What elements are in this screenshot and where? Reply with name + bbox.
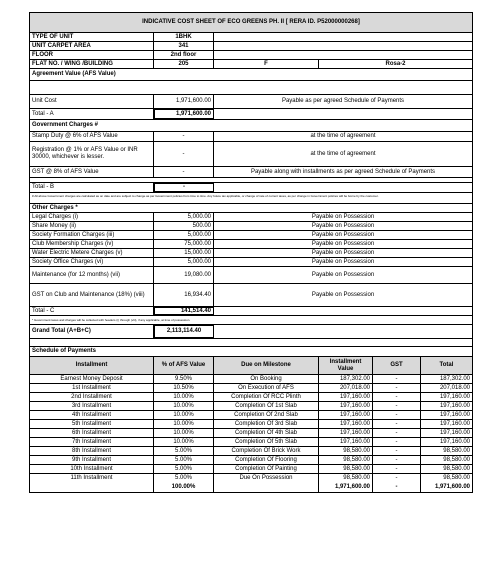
installment-pct: 10.00% bbox=[154, 429, 214, 437]
other-label: Society Office Charges (vi) bbox=[30, 258, 154, 266]
other-label: Club Membership Charges (iv) bbox=[30, 240, 154, 248]
totals-total: 1,971,600.00 bbox=[434, 484, 470, 490]
installment-name: 1st Installment bbox=[30, 384, 154, 392]
grand-total-label: Grand Total (A+B+C) bbox=[30, 325, 154, 338]
installment-name: 7th Installment bbox=[30, 438, 154, 446]
gov-note: at the time of agreement bbox=[310, 150, 376, 157]
other-row bbox=[30, 222, 472, 231]
table-row bbox=[30, 411, 472, 420]
building-value: Rosa-2 bbox=[385, 60, 406, 67]
installment-amount: 187,302.00 bbox=[319, 375, 373, 383]
installment-pct: 5.00% bbox=[154, 474, 214, 483]
other-value: 75,000.00 bbox=[154, 240, 214, 248]
installment-pct: 5.00% bbox=[154, 456, 214, 464]
installment-gst: - bbox=[373, 465, 421, 473]
col-milestone: Due on Milestone bbox=[214, 357, 319, 374]
installment-total: 197,160.00 bbox=[439, 429, 470, 436]
installment-gst: - bbox=[373, 429, 421, 437]
agreement-heading-row bbox=[30, 69, 472, 81]
col-gst: GST bbox=[373, 357, 421, 374]
schedule-heading-row bbox=[30, 347, 472, 357]
floor-value: 2nd floor bbox=[154, 51, 214, 59]
total-a-row bbox=[30, 109, 472, 120]
installment-gst: - bbox=[373, 456, 421, 464]
other-row bbox=[30, 267, 472, 284]
table-row bbox=[30, 393, 472, 402]
flat-label: FLAT NO. / WING /BUILDING bbox=[30, 60, 154, 68]
other-row bbox=[30, 284, 472, 307]
installment-amount: 197,160.00 bbox=[319, 393, 373, 401]
col-pct: % of AFS Value bbox=[154, 357, 214, 374]
installment-name: 9th Installment bbox=[30, 456, 154, 464]
installment-amount: 98,580.00 bbox=[319, 447, 373, 455]
carpet-area-value: 341 bbox=[154, 42, 214, 50]
gov-value: - bbox=[154, 142, 214, 166]
installment-milestone: Completion Of Painting bbox=[214, 465, 319, 473]
installment-milestone: Completion Of 3rd Slab bbox=[214, 420, 319, 428]
gov-label: GST @ 8% of AFS Value bbox=[30, 167, 154, 177]
gov-row bbox=[30, 167, 472, 178]
other-note: Payable on Possession bbox=[311, 231, 375, 238]
installment-total: 98,580.00 bbox=[443, 465, 470, 472]
col-total: Total bbox=[439, 362, 454, 368]
installment-pct: 9.50% bbox=[154, 375, 214, 383]
installment-gst: - bbox=[373, 447, 421, 455]
grand-total-row bbox=[30, 325, 472, 339]
installment-milestone: On Booking bbox=[214, 375, 319, 383]
other-label: Legal Charges (i) bbox=[30, 213, 154, 221]
carpet-area-row bbox=[30, 42, 472, 51]
gov-footnote: # All above Government charges are calculated as on date and are subject to change as per Government policies from time to time. Any future tax applicable, or change of rate of current taxes, as per change in Government policies will be borne by the customer. bbox=[32, 194, 379, 198]
table-row bbox=[30, 420, 472, 429]
installment-milestone: Due On Possession bbox=[214, 474, 319, 483]
other-footnote-row bbox=[30, 316, 472, 325]
installment-milestone: Completion Of RCC Plinth bbox=[214, 393, 319, 401]
gov-label: Registration @ 1% or AFS Value or INR 30000, whichever is lesser. bbox=[30, 142, 154, 166]
installment-gst: - bbox=[373, 420, 421, 428]
other-note: Payable on Possession bbox=[311, 249, 375, 256]
gov-row bbox=[30, 142, 472, 167]
installment-milestone: On Execution of AFS bbox=[214, 384, 319, 392]
flat-row bbox=[30, 60, 472, 69]
other-row bbox=[30, 258, 472, 267]
installment-amount: 207,018.00 bbox=[319, 384, 373, 392]
other-value: 5,000.00 bbox=[154, 231, 214, 239]
installment-name: 6th Installment bbox=[30, 429, 154, 437]
government-heading-row bbox=[30, 120, 472, 132]
installment-milestone: Completion Of Brick Work bbox=[214, 447, 319, 455]
cost-sheet bbox=[29, 12, 473, 493]
totals-pct: 100.00% bbox=[154, 483, 214, 492]
installment-total: 98,580.00 bbox=[443, 447, 470, 454]
installment-pct: 10.50% bbox=[154, 384, 214, 392]
other-note: Payable on Possession bbox=[311, 291, 375, 298]
installment-total: 197,160.00 bbox=[439, 402, 470, 409]
other-note: Payable on Possession bbox=[311, 240, 375, 247]
other-value: 5,000.00 bbox=[154, 213, 214, 221]
totals-gst: - bbox=[373, 483, 421, 492]
government-heading: Government Charges # bbox=[32, 122, 99, 128]
totals-amount: 1,971,600.00 bbox=[319, 483, 373, 492]
installment-total: 197,160.00 bbox=[439, 411, 470, 418]
installment-amount: 197,160.00 bbox=[319, 411, 373, 419]
installment-total: 197,160.00 bbox=[439, 438, 470, 445]
installment-gst: - bbox=[373, 402, 421, 410]
gov-note: Payable along with installments as per agreed Schedule of Payments bbox=[250, 168, 436, 175]
installment-gst: - bbox=[373, 384, 421, 392]
installment-total: 98,580.00 bbox=[443, 475, 470, 481]
total-b-label: Total - B bbox=[30, 183, 154, 192]
carpet-area-label: UNIT CARPET AREA bbox=[30, 42, 154, 50]
installment-amount: 98,580.00 bbox=[319, 474, 373, 483]
installment-gst: - bbox=[373, 474, 421, 483]
table-row bbox=[30, 456, 472, 465]
other-row bbox=[30, 249, 472, 258]
installment-milestone: Completion Of 5th Slab bbox=[214, 438, 319, 446]
other-row bbox=[30, 231, 472, 240]
installment-name: 2nd Installment bbox=[30, 393, 154, 401]
table-row bbox=[30, 465, 472, 474]
installment-total: 98,580.00 bbox=[443, 456, 470, 463]
other-value: 5,000.00 bbox=[154, 258, 214, 266]
other-row bbox=[30, 240, 472, 249]
total-c-row bbox=[30, 307, 472, 316]
installment-pct: 10.00% bbox=[154, 411, 214, 419]
other-label: GST on Club and Maintenance (18%) (viii) bbox=[30, 284, 154, 306]
title-row bbox=[30, 13, 472, 33]
unit-cost-value: 1,971,600.00 bbox=[154, 95, 214, 108]
total-c-label: Total - C bbox=[30, 307, 154, 315]
other-value: 15,000.00 bbox=[154, 249, 214, 257]
installment-total: 207,018.00 bbox=[439, 384, 470, 391]
installment-milestone: Completion Of 1st Slab bbox=[214, 402, 319, 410]
agreement-heading: Agreement Value (AFS Value) bbox=[32, 71, 116, 77]
installment-total: 197,160.00 bbox=[439, 393, 470, 400]
installment-name: Earnest Money Deposit bbox=[30, 375, 154, 383]
installment-name: 4th Installment bbox=[30, 411, 154, 419]
unit-type-label: TYPE OF UNIT bbox=[30, 33, 154, 41]
other-row bbox=[30, 213, 472, 222]
page-title: INDICATIVE COST SHEET OF ECO GREENS PH. II [ RERA ID. P52000000268] bbox=[142, 19, 360, 25]
installment-total: 187,302.00 bbox=[439, 375, 470, 382]
total-c-value: 141,514.40 bbox=[154, 307, 214, 315]
installment-milestone: Completion Of 4th Slab bbox=[214, 429, 319, 437]
installment-name: 3rd Installment bbox=[30, 402, 154, 410]
other-value: 19,080.00 bbox=[154, 267, 214, 283]
other-note: Payable on Possession bbox=[311, 213, 375, 220]
installment-pct: 10.00% bbox=[154, 438, 214, 446]
col-installment: Installment bbox=[30, 357, 154, 374]
other-note: Payable on Possession bbox=[311, 271, 375, 278]
installment-gst: - bbox=[373, 438, 421, 446]
total-a-label: Total - A bbox=[30, 109, 154, 119]
table-row bbox=[30, 438, 472, 447]
unit-cost-row bbox=[30, 95, 472, 109]
installment-milestone: Completion Of Flooring bbox=[214, 456, 319, 464]
installment-gst: - bbox=[373, 375, 421, 383]
gov-value: - bbox=[154, 132, 214, 141]
installment-amount: 197,160.00 bbox=[319, 420, 373, 428]
table-row bbox=[30, 447, 472, 456]
gov-note: at the time of agreement bbox=[310, 133, 376, 139]
gov-row bbox=[30, 132, 472, 142]
installment-gst: - bbox=[373, 393, 421, 401]
other-value: 16,934.40 bbox=[154, 284, 214, 306]
installment-amount: 197,160.00 bbox=[319, 429, 373, 437]
other-label: Society Formation Charges (iii) bbox=[30, 231, 154, 239]
other-value: 500.00 bbox=[154, 222, 214, 230]
total-b-row bbox=[30, 183, 472, 193]
other-label: Share Money (ii) bbox=[30, 222, 154, 230]
other-footnote: * Government taxes and charges will be collected with headers (i) through (viii), if any applicable, at time of possession. bbox=[32, 318, 191, 322]
total-b-value: - bbox=[154, 183, 214, 192]
table-row bbox=[30, 384, 472, 393]
other-heading-row bbox=[30, 204, 472, 213]
other-label: Maintenance (for 12 months) (vii) bbox=[30, 267, 154, 283]
unit-type-value: 1BHK bbox=[154, 33, 214, 41]
installment-pct: 10.00% bbox=[154, 420, 214, 428]
other-heading: Other Charges * bbox=[32, 204, 78, 211]
installment-total: 197,160.00 bbox=[439, 420, 470, 427]
schedule-heading: Schedule of Payments bbox=[32, 348, 97, 354]
gov-footnote-row bbox=[30, 193, 472, 204]
table-row bbox=[30, 402, 472, 411]
gov-label: Stamp Duty @ 6% of AFS Value bbox=[30, 132, 154, 141]
installment-pct: 5.00% bbox=[154, 465, 214, 473]
unit-cost-note: Payable as per agreed Schedule of Payments bbox=[281, 98, 405, 104]
installment-amount: 197,160.00 bbox=[319, 438, 373, 446]
other-label: Water Electric Metere Charges (v) bbox=[30, 249, 154, 257]
total-a-value: 1,971,600.00 bbox=[154, 109, 214, 119]
installment-milestone: Completion Of 2nd Slab bbox=[214, 411, 319, 419]
installment-name: 11th Installment bbox=[30, 474, 154, 483]
floor-row bbox=[30, 51, 472, 60]
installment-name: 5th Installment bbox=[30, 420, 154, 428]
installment-gst: - bbox=[373, 411, 421, 419]
table-row bbox=[30, 429, 472, 438]
unit-cost-label: Unit Cost bbox=[30, 95, 154, 108]
table-row bbox=[30, 375, 472, 384]
schedule-totals-row bbox=[30, 483, 472, 492]
installment-amount: 98,580.00 bbox=[319, 456, 373, 464]
other-note: Payable on Possession bbox=[311, 222, 375, 229]
installment-pct: 10.00% bbox=[154, 393, 214, 401]
installment-pct: 5.00% bbox=[154, 447, 214, 455]
installment-name: 10th Installment bbox=[30, 465, 154, 473]
table-row bbox=[30, 474, 472, 483]
col-amount: Installment Value bbox=[319, 357, 373, 374]
schedule-header-row bbox=[30, 357, 472, 375]
grand-total-value: 2,113,114.40 bbox=[154, 325, 214, 338]
floor-label: FLOOR bbox=[30, 51, 154, 59]
installment-pct: 10.00% bbox=[154, 402, 214, 410]
flat-number: 205 bbox=[154, 60, 214, 68]
unit-type-row bbox=[30, 33, 472, 42]
installment-name: 8th Installment bbox=[30, 447, 154, 455]
gov-value: - bbox=[154, 167, 214, 177]
installment-amount: 197,160.00 bbox=[319, 402, 373, 410]
other-note: Payable on Possession bbox=[311, 258, 375, 265]
schedule-body bbox=[30, 375, 472, 483]
wing-value: F bbox=[214, 60, 319, 68]
installment-amount: 98,580.00 bbox=[319, 465, 373, 473]
